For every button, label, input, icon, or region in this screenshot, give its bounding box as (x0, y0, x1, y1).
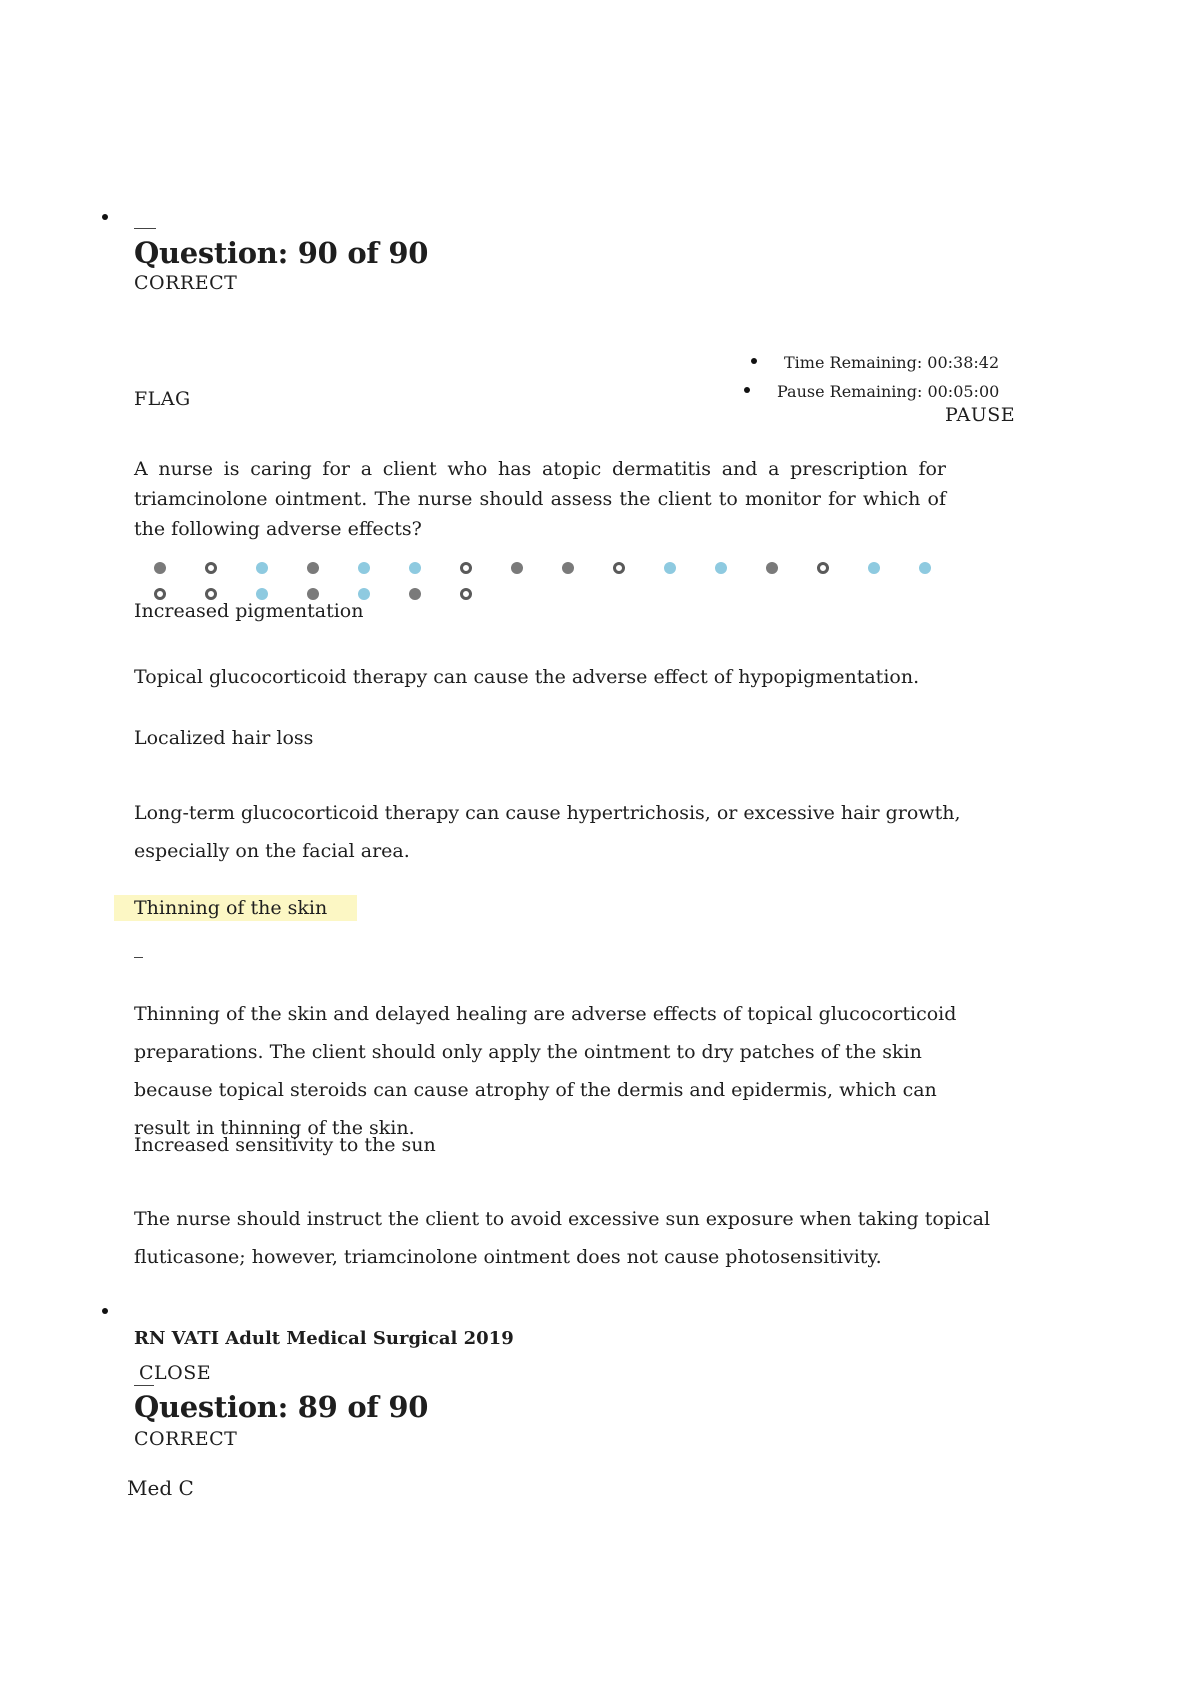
answer-option-correct[interactable]: Thinning of the skin (114, 895, 357, 921)
answer-rationale: The nurse should instruct the client to avoid excessive sun exposure when taking topical fluticasone; however, triamcinolone ointment does not cause photosensitivity. (134, 1208, 991, 1268)
question-dots-row-1 (154, 562, 944, 574)
progress-dot[interactable] (613, 562, 625, 574)
progress-dot[interactable] (460, 588, 472, 600)
question-status: CORRECT (134, 1428, 238, 1450)
progress-dot[interactable] (868, 562, 880, 574)
close-button[interactable]: CLOSE (139, 1362, 212, 1384)
question-status: CORRECT (134, 272, 238, 294)
answer-option[interactable]: Increased sensitivity to the sun (134, 1134, 436, 1156)
progress-dot[interactable] (154, 588, 166, 600)
list-bullet (102, 1308, 108, 1314)
progress-dot[interactable] (919, 562, 931, 574)
course-title: RN VATI Adult Medical Surgical 2019 (134, 1328, 514, 1349)
progress-dot[interactable] (256, 588, 268, 600)
time-remaining: Time Remaining: 00:38:42 (784, 353, 1000, 372)
progress-dot[interactable] (205, 562, 217, 574)
list-bullet (751, 358, 757, 364)
answer-rationale: Thinning of the skin and delayed healing are adverse effects of topical glucocorticoid preparations. The client should only apply the ointment to dry patches of the skin because topical steroids can cause atrophy of the dermis and epidermis, which can result in thinning of the skin. (134, 1003, 957, 1139)
progress-dot[interactable] (409, 588, 421, 600)
footer-text: Med C (127, 1476, 194, 1500)
question-title: Question: 89 of 90 (134, 1390, 429, 1424)
progress-dot[interactable] (562, 562, 574, 574)
progress-dot[interactable] (409, 562, 421, 574)
pause-button[interactable]: PAUSE (945, 404, 1016, 426)
progress-dot[interactable] (256, 562, 268, 574)
progress-dot[interactable] (358, 588, 370, 600)
progress-dot[interactable] (307, 562, 319, 574)
question-title: Question: 90 of 90 (134, 236, 429, 270)
divider (134, 957, 143, 958)
question-stem: A nurse is caring for a client who has atopic dermatitis and a prescription for triamcinolone ointment. The nurse should assess the client to monitor for which of the following adverse effects? (134, 458, 946, 540)
list-bullet (744, 387, 750, 393)
progress-dot[interactable] (511, 562, 523, 574)
progress-dot[interactable] (358, 562, 370, 574)
answer-option[interactable]: Increased pigmentation (134, 600, 364, 622)
flag-button[interactable]: FLAG (134, 388, 191, 410)
progress-dot[interactable] (154, 562, 166, 574)
progress-dot[interactable] (460, 562, 472, 574)
progress-dot[interactable] (664, 562, 676, 574)
answer-option[interactable]: Localized hair loss (134, 727, 314, 749)
progress-dot[interactable] (817, 562, 829, 574)
divider (134, 228, 156, 229)
divider (134, 1385, 154, 1386)
progress-dot[interactable] (715, 562, 727, 574)
progress-dot[interactable] (205, 588, 217, 600)
progress-dot[interactable] (766, 562, 778, 574)
pause-remaining: Pause Remaining: 00:05:00 (777, 382, 1000, 401)
question-dots-row-2 (154, 588, 484, 600)
progress-dot[interactable] (307, 588, 319, 600)
answer-rationale: Topical glucocorticoid therapy can cause the adverse effect of hypopigmentation. (134, 666, 920, 688)
list-bullet (102, 214, 108, 220)
answer-rationale: Long-term glucocorticoid therapy can cause hypertrichosis, or excessive hair growth, especially on the facial area. (134, 802, 961, 862)
